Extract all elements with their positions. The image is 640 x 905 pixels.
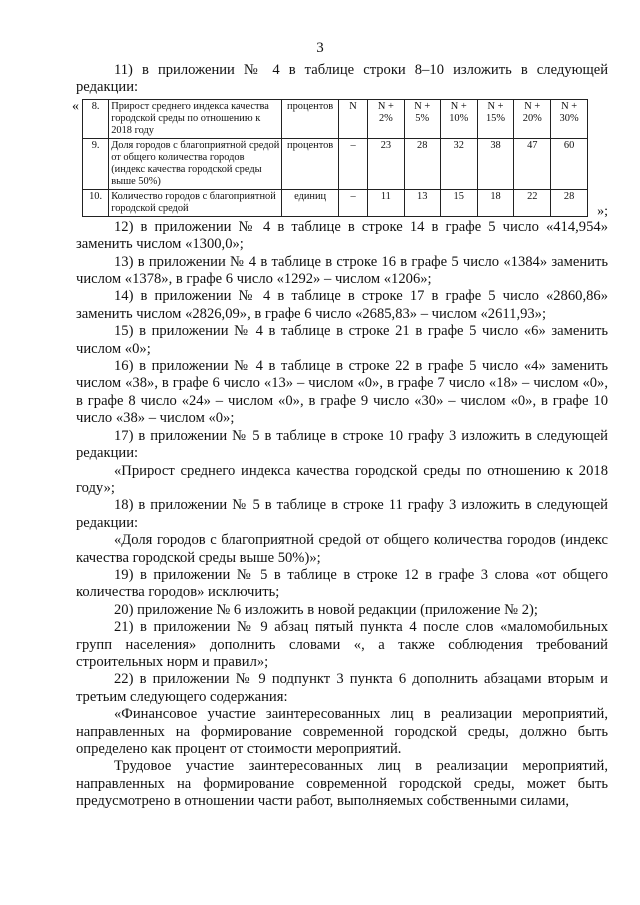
indicators-table-block <box>72 98 608 220</box>
target-value-cell: 38 <box>477 138 514 189</box>
target-value-cell: 15 <box>440 189 477 216</box>
target-value-cell: N + 2% <box>368 99 404 138</box>
item-11-intro: 11) в приложении № 4 в таблице строки 8–10 изложить в следующей редакции: <box>76 62 608 96</box>
paragraph: 21) в приложении № 9 абзац пятый пункта 4 после слов «маломобильных групп населения» дополнить словами «, а также соблюдения требований строительных норм и правил»; <box>76 619 608 670</box>
paragraph: Трудовое участие заинтересованных лиц в реализации мероприятий, направленных на формирование современной городской среды, может быть предусмотрено в отношении части работ, выполняемых собственными силами, <box>76 758 608 810</box>
document-body <box>72 62 608 811</box>
table-row <box>83 99 588 138</box>
target-value-cell: 23 <box>368 138 404 189</box>
row-number-cell: 10. <box>83 189 109 216</box>
target-value-cell: N + 15% <box>477 99 514 138</box>
base-value-cell: – <box>338 138 367 189</box>
target-value-cell: 32 <box>440 138 477 189</box>
table-close-quote: »; <box>597 204 608 220</box>
target-value-cell: 28 <box>404 138 440 189</box>
paragraph: «Финансовое участие заинтересованных лиц в реализации мероприятий, направленных на формирование современной городской среды, должно быть определено как процент от стоимости мероприятий. <box>76 706 608 757</box>
table-row <box>83 138 588 189</box>
paragraph: «Прирост среднего индекса качества городской среды по отношению к 2018 году»; <box>76 462 608 496</box>
target-value-cell: 13 <box>404 189 440 216</box>
indicator-name-cell: Количество городов с благоприятной городской средой <box>109 189 282 216</box>
target-value-cell: 28 <box>551 189 588 216</box>
paragraph: 18) в приложении № 5 в таблице в строке 11 графу 3 изложить в следующей редакции: <box>76 497 608 531</box>
paragraph: 12) в приложении № 4 в таблице в строке 14 в графе 5 число «414,954» заменить числом «1300,0»; <box>76 218 608 253</box>
table-row <box>83 189 588 216</box>
indicators-table <box>82 99 588 217</box>
paragraph: 20) приложение № 6 изложить в новой редакции (приложение № 2); <box>114 601 538 618</box>
paragraph: 16) в приложении № 4 в таблице в строке 22 в графе 5 число «4» заменить числом «38», в графе 6 число «13» – числом «0», в графе 7 число «18» – числом «0», в графе 8 число «24» – числом «0», в графе 9 число «30» – числом «0», в графе 10 число «38» – числом «0»; <box>76 358 608 427</box>
base-value-cell: – <box>338 189 367 216</box>
paragraph: 17) в приложении № 5 в таблице в строке 10 графу 3 изложить в следующей редакции: <box>76 427 608 462</box>
row-number-cell: 9. <box>83 138 109 189</box>
base-value-cell: N <box>338 99 367 138</box>
unit-cell: единиц <box>282 189 338 216</box>
unit-cell: процентов <box>282 138 338 189</box>
target-value-cell: N + 5% <box>404 99 440 138</box>
target-value-cell: N + 30% <box>551 99 588 138</box>
paragraph: 14) в приложении № 4 в таблице в строке 17 в графе 5 число «2860,86» заменить числом «2826,09», в графе 6 число «2685,83» – числом «2611,93»; <box>76 288 608 322</box>
target-value-cell: N + 20% <box>514 99 551 138</box>
paragraph: «Доля городов с благоприятной средой от общего количества городов (индекс качества городской среды выше 50%)»; <box>76 532 608 566</box>
indicator-name-cell: Доля городов с благоприятной средой от общего количества городов (индекс качества городской среды выше 50%) <box>109 138 282 189</box>
paragraph: 22) в приложении № 9 подпункт 3 пункта 6 дополнить абзацами вторым и третьим следующего содержания: <box>76 671 608 705</box>
paragraph: 19) в приложении № 5 в таблице в строке 12 в графе 3 слова «от общего количества городов» исключить; <box>76 566 608 601</box>
target-value-cell: 47 <box>514 138 551 189</box>
target-value-cell: 11 <box>368 189 404 216</box>
unit-cell: процентов <box>282 99 338 138</box>
paragraph: 13) в приложении № 4 в таблице в строке 16 в графе 5 число «1384» заменить числом «1378», в графе 6 число «1292» – числом «1206»; <box>76 253 608 288</box>
indicator-name-cell: Прирост среднего индекса качества городской среды по отношению к 2018 году <box>109 99 282 138</box>
target-value-cell: 60 <box>551 138 588 189</box>
table-open-quote: « <box>72 98 79 114</box>
page-number: 3 <box>316 40 324 56</box>
indicators-table-body <box>83 99 588 216</box>
target-value-cell: 18 <box>477 189 514 216</box>
target-value-cell: N + 10% <box>440 99 477 138</box>
row-number-cell: 8. <box>83 99 109 138</box>
paragraph: 15) в приложении № 4 в таблице в строке 21 в графе 5 число «6» заменить числом «0»; <box>76 323 608 357</box>
paragraph-list <box>76 219 608 811</box>
target-value-cell: 22 <box>514 189 551 216</box>
